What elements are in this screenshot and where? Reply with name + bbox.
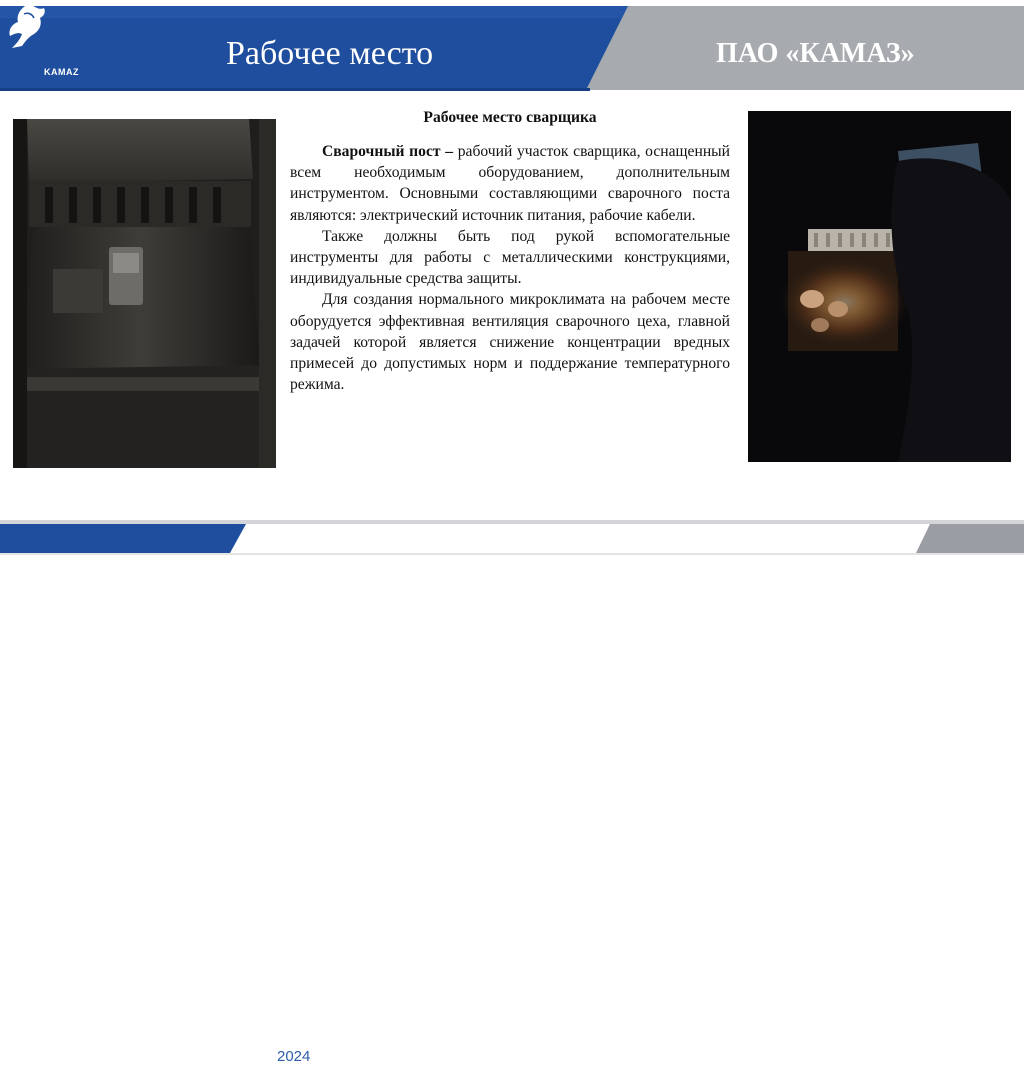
footer-logo-text: KAMAZ: [72, 1044, 139, 1063]
paragraph-welding-post: [290, 141, 730, 226]
page-number: 10: [975, 1046, 991, 1062]
content-heading: Рабочее место сварщика: [423, 109, 597, 126]
welding-table-photo: [13, 119, 276, 468]
header-logo-text: KAMAZ: [44, 67, 79, 77]
company-name: ПАО «КАМАЗ»: [716, 38, 915, 69]
footer-year: 2024: [277, 1048, 311, 1065]
content-text: [290, 107, 730, 395]
paragraph-3: Для создания нормального микроклимата на рабочем месте оборудуется эффективная вентиляция сварочного цеха, главной задачей которой является снижение концентрации вредных примесей до допустимых норм и поддержание температурного режима.: [290, 291, 730, 394]
welder-at-work-photo: [748, 111, 1011, 462]
paragraph-1-text: рабочий участок сварщика, оснащенный всем необходимым оборудованием, дополнительным инструментом. Основными составляющими сварочного поста являются: электрический источник питания, рабочие кабели.: [290, 143, 730, 224]
term-welding-post: Сварочный пост –: [322, 143, 454, 160]
slide-title: Рабочее место: [226, 35, 434, 72]
paragraph-2: Также должны быть под рукой вспомогательные инструменты для работы с металлическими конструкциями, индивидуальные средства защиты.: [290, 227, 730, 288]
kamaz-horse-logo-icon: [0, 0, 56, 62]
footer-band: [0, 517, 1024, 1065]
footer-background: [0, 517, 1024, 574]
header-band: [0, 0, 1024, 92]
